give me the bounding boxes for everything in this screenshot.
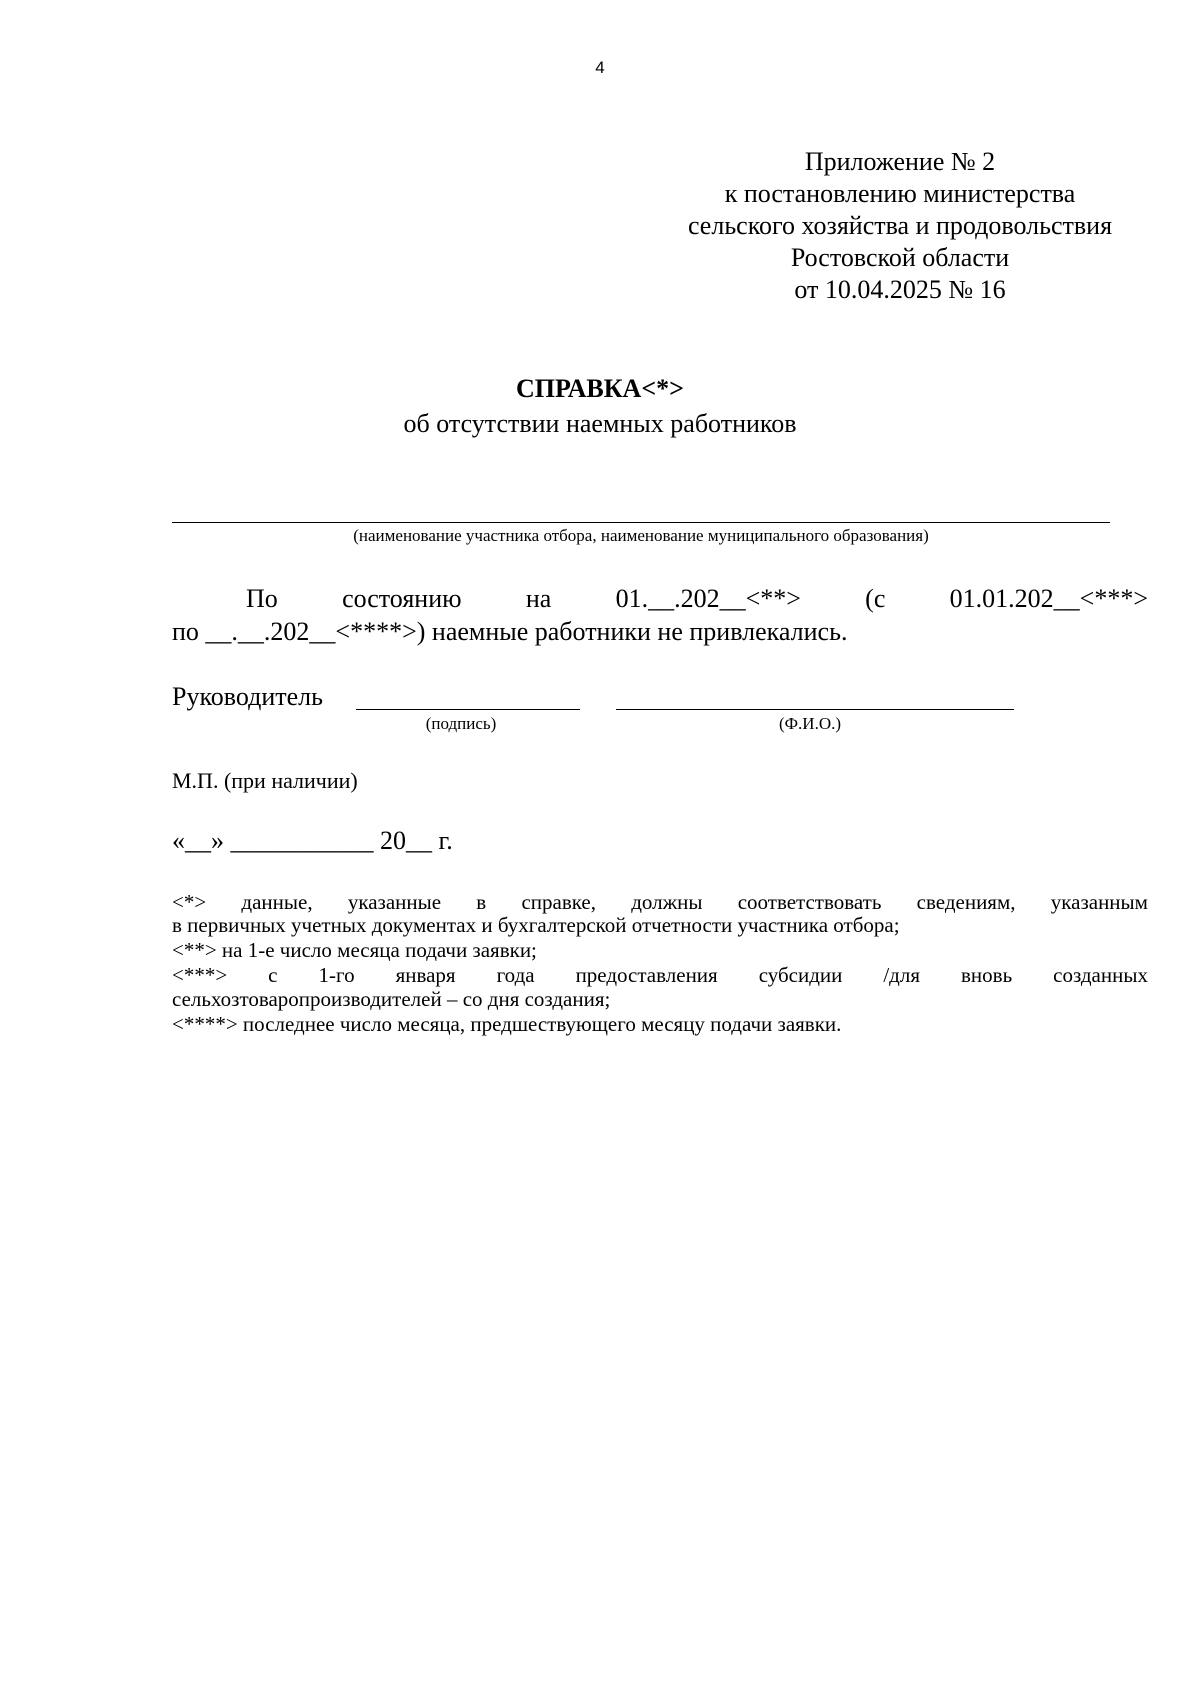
body-word: 01.__.202__<**> (615, 584, 801, 613)
footnote-word: с (268, 963, 278, 987)
footnote-word: сведениям, (916, 890, 1016, 914)
footnote-word: субсидии (758, 963, 843, 987)
document-subtitle: об отсутствии наемных работников (403, 409, 797, 438)
footnote-1-line2: в первичных учетных документах и бухгалтерской отчетности участника отбора; (172, 913, 900, 937)
footnote-word: созданных (1053, 963, 1148, 987)
fio-line (616, 709, 1014, 710)
page-number: 4 (595, 58, 605, 77)
footnote-word: года (496, 963, 535, 987)
footnote-word: 1-го (318, 963, 355, 987)
footnote-word: указанные (347, 890, 442, 914)
body-word: на (525, 584, 552, 613)
participant-name-caption: (наименование участника отбора, наименование муниципального образования) (353, 526, 929, 545)
footnote-word: указанным (1050, 890, 1148, 914)
body-paragraph-line2: по __.__.202__<****>) наемные работники не привлекались. (172, 617, 848, 646)
footnote-word: должны (631, 890, 703, 914)
footnote-word: данные, (241, 890, 313, 914)
fio-caption: (Ф.И.О.) (778, 714, 842, 733)
appendix-header (600, 146, 1200, 306)
participant-name-line (172, 522, 1110, 523)
appendix-region: Ростовской области (790, 243, 1010, 272)
document-title: СПРАВКА<*> (516, 374, 684, 403)
footnote-4: <****> последнее число месяца, предшествующего месяцу подачи заявки. (172, 1012, 842, 1036)
footnote-word: вновь (961, 963, 1013, 987)
footnote-1-line1 (172, 890, 1148, 915)
signature-caption: (подпись) (425, 714, 497, 733)
body-word: состоянию (342, 584, 462, 613)
footnote-word: <***> (172, 963, 228, 987)
footnote-word: <*> (172, 890, 207, 914)
footnote-3-line2: сельхозтоваропроизводителей – со дня создания; (172, 987, 611, 1011)
body-paragraph-line1 (172, 584, 1148, 614)
body-word: По (246, 584, 278, 613)
body-word: (с (865, 584, 886, 613)
appendix-date: от 10.04.2025 № 16 (794, 275, 1006, 304)
footnote-2: <**> на 1-е число месяца подачи заявки; (172, 938, 537, 962)
footnote-3-line1 (172, 963, 1148, 988)
footnote-word: справке, (521, 890, 596, 914)
footnote-word: в (476, 890, 487, 914)
footnote-word: соответствовать (737, 890, 882, 914)
head-label: Руководитель (172, 682, 323, 711)
date-line: «__» ___________ 20__ г. (172, 826, 453, 855)
footnote-word: /для (883, 963, 921, 987)
appendix-reference: к постановлению министерства (724, 179, 1076, 208)
stamp-label: М.П. (при наличии) (172, 768, 358, 793)
appendix-number: Приложение № 2 (804, 147, 996, 176)
signature-line (356, 709, 580, 710)
body-word: 01.01.202__<***> (949, 584, 1148, 613)
footnote-word: предоставления (575, 963, 718, 987)
footnote-word: января (395, 963, 456, 987)
appendix-ministry: сельского хозяйства и продовольствия (687, 211, 1113, 240)
